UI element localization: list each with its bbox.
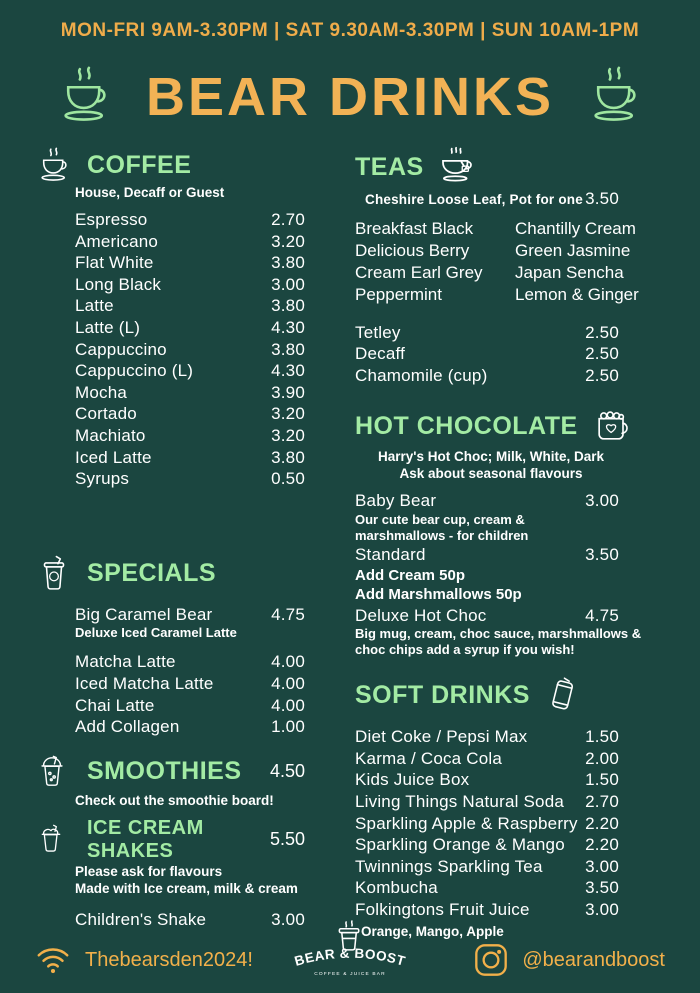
item-name: Living Things Natural Soda	[355, 791, 565, 811]
item-price: 2.20	[585, 813, 619, 833]
item-name: Iced Latte	[75, 447, 152, 467]
bear-and-boost-logo	[292, 919, 408, 983]
menu-item-row	[75, 209, 305, 231]
item-name: Iced Matcha Latte	[75, 673, 214, 693]
menu-item-row	[355, 726, 665, 748]
item-note: Deluxe Iced Caramel Latte	[75, 625, 237, 641]
menu-item-row	[75, 382, 305, 404]
left-column	[35, 146, 305, 940]
wifi-info	[35, 945, 253, 975]
menu-item-row	[75, 716, 305, 738]
item-name: Children's Shake	[75, 909, 207, 929]
soft-drinks-note: Orange, Mango, Apple	[361, 923, 504, 939]
shakes-note-1: Please ask for flavours	[75, 863, 223, 879]
page-title: BEAR DRINKS	[145, 67, 555, 127]
footer	[35, 943, 665, 977]
menu-item-row	[355, 769, 665, 791]
item-name: Karma / Coca Cola	[355, 748, 503, 768]
item-name: Add Marshmallows 50p	[355, 586, 522, 604]
menu-item-row	[355, 813, 665, 835]
tea-name: Lemon & Ginger	[515, 284, 639, 304]
menu-item-row	[75, 425, 305, 447]
menu-item-row	[75, 339, 305, 361]
loose-leaf-tea-list	[355, 218, 665, 306]
title-row	[0, 64, 700, 126]
tea-name: Japan Sencha	[515, 262, 624, 282]
item-price: 3.00	[585, 491, 619, 511]
menu-item-row	[75, 252, 305, 274]
item-name: Sparkling Apple & Raspberry	[355, 813, 578, 833]
svg-text:BEAR & BOOST	[293, 946, 408, 969]
takeaway-cup-icon	[35, 552, 75, 596]
menu-item-row	[355, 791, 665, 813]
item-name: Chai Latte	[75, 695, 155, 715]
item-price: 3.00	[585, 899, 619, 919]
tea-name: Breakfast Black	[355, 218, 474, 238]
shakes-items	[75, 909, 305, 931]
coffee-cup-icon	[584, 64, 646, 126]
menu-item-row	[355, 877, 665, 899]
coffee-section	[35, 146, 305, 490]
opening-hours: MON-FRI 9AM-3.30PM | SAT 9.30AM-3.30PM | SUN 10AM-1PM	[60, 20, 640, 41]
soft-drinks-section	[355, 672, 665, 939]
item-name: Americano	[75, 231, 159, 251]
shakes-heading: ICE CREAM SHAKES	[87, 816, 204, 862]
item-name: Add Cream 50p	[355, 566, 466, 584]
item-name: Twinnings Sparkling Tea	[355, 856, 543, 876]
item-name: Cappuccino	[75, 339, 167, 359]
hot-chocolate-subtitle-1: Harry's Hot Choc; Milk, White, Dark	[378, 449, 604, 465]
shakes-note-2: Made with Ice cream, milk & cream	[75, 880, 298, 896]
item-price: 3.20	[271, 404, 305, 424]
item-price: 3.00	[585, 856, 619, 876]
soft-drinks-items	[355, 726, 665, 939]
coffee-subtitle: House, Decaff or Guest	[75, 185, 225, 200]
tea-name: Green Jasmine	[515, 240, 631, 260]
item-name: Kombucha	[355, 878, 438, 898]
item-price: 0.50	[271, 469, 305, 489]
item-name: Baby Bear	[355, 491, 437, 511]
menu-item-row	[75, 447, 305, 469]
item-price: 4.30	[271, 317, 305, 337]
menu-item-row	[75, 403, 305, 425]
menu-item-row	[355, 490, 665, 512]
menu-item-row	[75, 695, 305, 717]
instagram-icon	[474, 943, 508, 977]
item-name: Sparkling Orange & Mango	[355, 835, 565, 855]
menu-item-row	[75, 360, 305, 382]
item-name: Latte	[75, 296, 114, 316]
shakes-price: 5.50	[269, 829, 305, 850]
smoothies-price: 4.50	[269, 761, 305, 782]
item-name: Cappuccino (L)	[75, 361, 194, 381]
item-name: Deluxe Hot Choc	[355, 605, 487, 625]
menu-item-row	[75, 651, 305, 673]
item-price: 2.50	[585, 344, 619, 364]
wifi-password: Thebearsden2024!	[85, 948, 253, 971]
milkshake-icon	[35, 821, 75, 859]
item-name: Folkingtons Fruit Juice	[355, 899, 530, 919]
item-price: 3.80	[271, 447, 305, 467]
menu-item-row	[75, 274, 305, 296]
item-price: 3.80	[271, 296, 305, 316]
tea-name: Delicious Berry	[355, 240, 470, 260]
teacup-icon	[436, 146, 478, 188]
item-price: 3.90	[271, 382, 305, 402]
item-name: Latte (L)	[75, 317, 141, 337]
coffee-items	[75, 209, 305, 490]
tea-bag-items	[355, 322, 665, 387]
smoothies-section	[35, 752, 305, 809]
item-name: Syrups	[75, 469, 130, 489]
menu-item-row	[355, 856, 665, 878]
item-name: Kids Juice Box	[355, 770, 470, 790]
menu-item-row	[355, 748, 665, 770]
menu-item-row	[75, 909, 305, 931]
soft-drinks-heading: SOFT DRINKS	[355, 680, 530, 709]
hot-chocolate-items	[355, 490, 665, 658]
item-price: 3.50	[585, 878, 619, 898]
item-price: 2.50	[585, 365, 619, 385]
item-name: Chamomile (cup)	[355, 365, 488, 385]
hot-chocolate-mug-icon	[590, 404, 634, 448]
coffee-cup-icon	[35, 146, 75, 184]
item-name: Espresso	[75, 210, 148, 229]
tea-name: Cream Earl Grey	[355, 262, 483, 282]
item-price: 2.70	[271, 210, 305, 229]
ice-cream-shakes-section	[35, 817, 305, 931]
menu-item-row	[75, 673, 305, 695]
menu-item-row	[75, 604, 305, 626]
item-name: Machiato	[75, 425, 146, 445]
menu-item-row	[75, 468, 305, 490]
hot-chocolate-subtitle-2: Ask about seasonal flavours	[399, 466, 583, 482]
item-price: 4.00	[271, 673, 305, 693]
logo-title: BEAR & BOOST	[292, 945, 408, 969]
item-price: 2.70	[585, 791, 619, 811]
coffee-cup-icon	[54, 64, 116, 126]
smoothie-cup-icon	[35, 752, 75, 792]
menu-item-row	[355, 544, 665, 566]
item-name: Flat White	[75, 253, 154, 273]
teas-subtitle: Cheshire Loose Leaf, Pot for one	[365, 192, 583, 207]
instagram-handle: @bearandboost	[522, 948, 665, 971]
item-price: 4.75	[585, 605, 619, 625]
menu-item-row	[355, 322, 665, 344]
item-name: Cortado	[75, 404, 137, 424]
hot-chocolate-heading: HOT CHOCOLATE	[355, 411, 578, 440]
item-name: Big Caramel Bear	[75, 604, 213, 624]
item-price: 2.20	[585, 835, 619, 855]
logo-subtitle: COFFEE & JUICE BAR	[314, 972, 386, 978]
teas-heading: TEAS	[355, 152, 424, 181]
specials-section	[35, 552, 305, 738]
teas-subtitle-row	[355, 188, 665, 210]
drink-can-icon	[542, 672, 584, 718]
menu-item-row	[355, 834, 665, 856]
item-price: 4.00	[271, 695, 305, 715]
item-name: Long Black	[75, 274, 162, 294]
item-name: Diet Coke / Pepsi Max	[355, 727, 528, 747]
item-price: 2.00	[585, 748, 619, 768]
item-price: 1.50	[585, 770, 619, 790]
item-price: 1.50	[585, 727, 619, 747]
specials-items	[75, 604, 305, 738]
item-price: 3.20	[271, 231, 305, 251]
teas-section	[355, 146, 665, 386]
item-price: 2.50	[585, 322, 619, 342]
menu-item-row	[355, 343, 665, 365]
coffee-heading: COFFEE	[87, 150, 192, 179]
tea-name: Peppermint	[355, 284, 442, 304]
hot-chocolate-section	[355, 404, 665, 658]
item-price: 3.20	[271, 425, 305, 445]
menu-item-row	[75, 231, 305, 253]
item-price: 3.00	[271, 909, 305, 929]
menu-item-row	[75, 295, 305, 317]
item-name: Add Collagen	[75, 717, 180, 737]
menu-body	[0, 126, 700, 940]
teas-pot-price: 3.50	[585, 189, 619, 208]
item-name: Standard	[355, 544, 426, 564]
item-note: Big mug, cream, choc sauce, marshmallows & choc chips add a syrup if you wish!	[355, 626, 642, 658]
item-name: Decaff	[355, 344, 406, 364]
item-note: Our cute bear cup, cream & marshmallows - for children	[355, 511, 529, 543]
specials-heading: SPECIALS	[87, 559, 217, 588]
right-column	[355, 146, 665, 940]
wifi-icon	[35, 945, 71, 975]
menu-item-row	[355, 605, 665, 627]
item-price: 4.30	[271, 361, 305, 381]
menu-item-row	[355, 365, 665, 387]
menu-item-row	[75, 317, 305, 339]
smoothies-note: Check out the smoothie board!	[75, 792, 274, 808]
item-price: 4.00	[271, 652, 305, 672]
item-price: 1.00	[271, 717, 305, 737]
item-price: 3.00	[271, 274, 305, 294]
smoothies-heading: SMOOTHIES	[87, 757, 242, 786]
item-price: 3.50	[585, 544, 619, 564]
instagram-info	[474, 943, 665, 977]
item-price: 3.80	[271, 339, 305, 359]
menu-item-row	[355, 899, 665, 921]
item-name: Mocha	[75, 382, 128, 402]
item-price: 4.75	[271, 604, 305, 624]
item-price: 3.80	[271, 253, 305, 273]
tea-name: Chantilly Cream	[515, 218, 636, 238]
item-name: Matcha Latte	[75, 652, 176, 672]
item-name: Tetley	[355, 322, 401, 342]
